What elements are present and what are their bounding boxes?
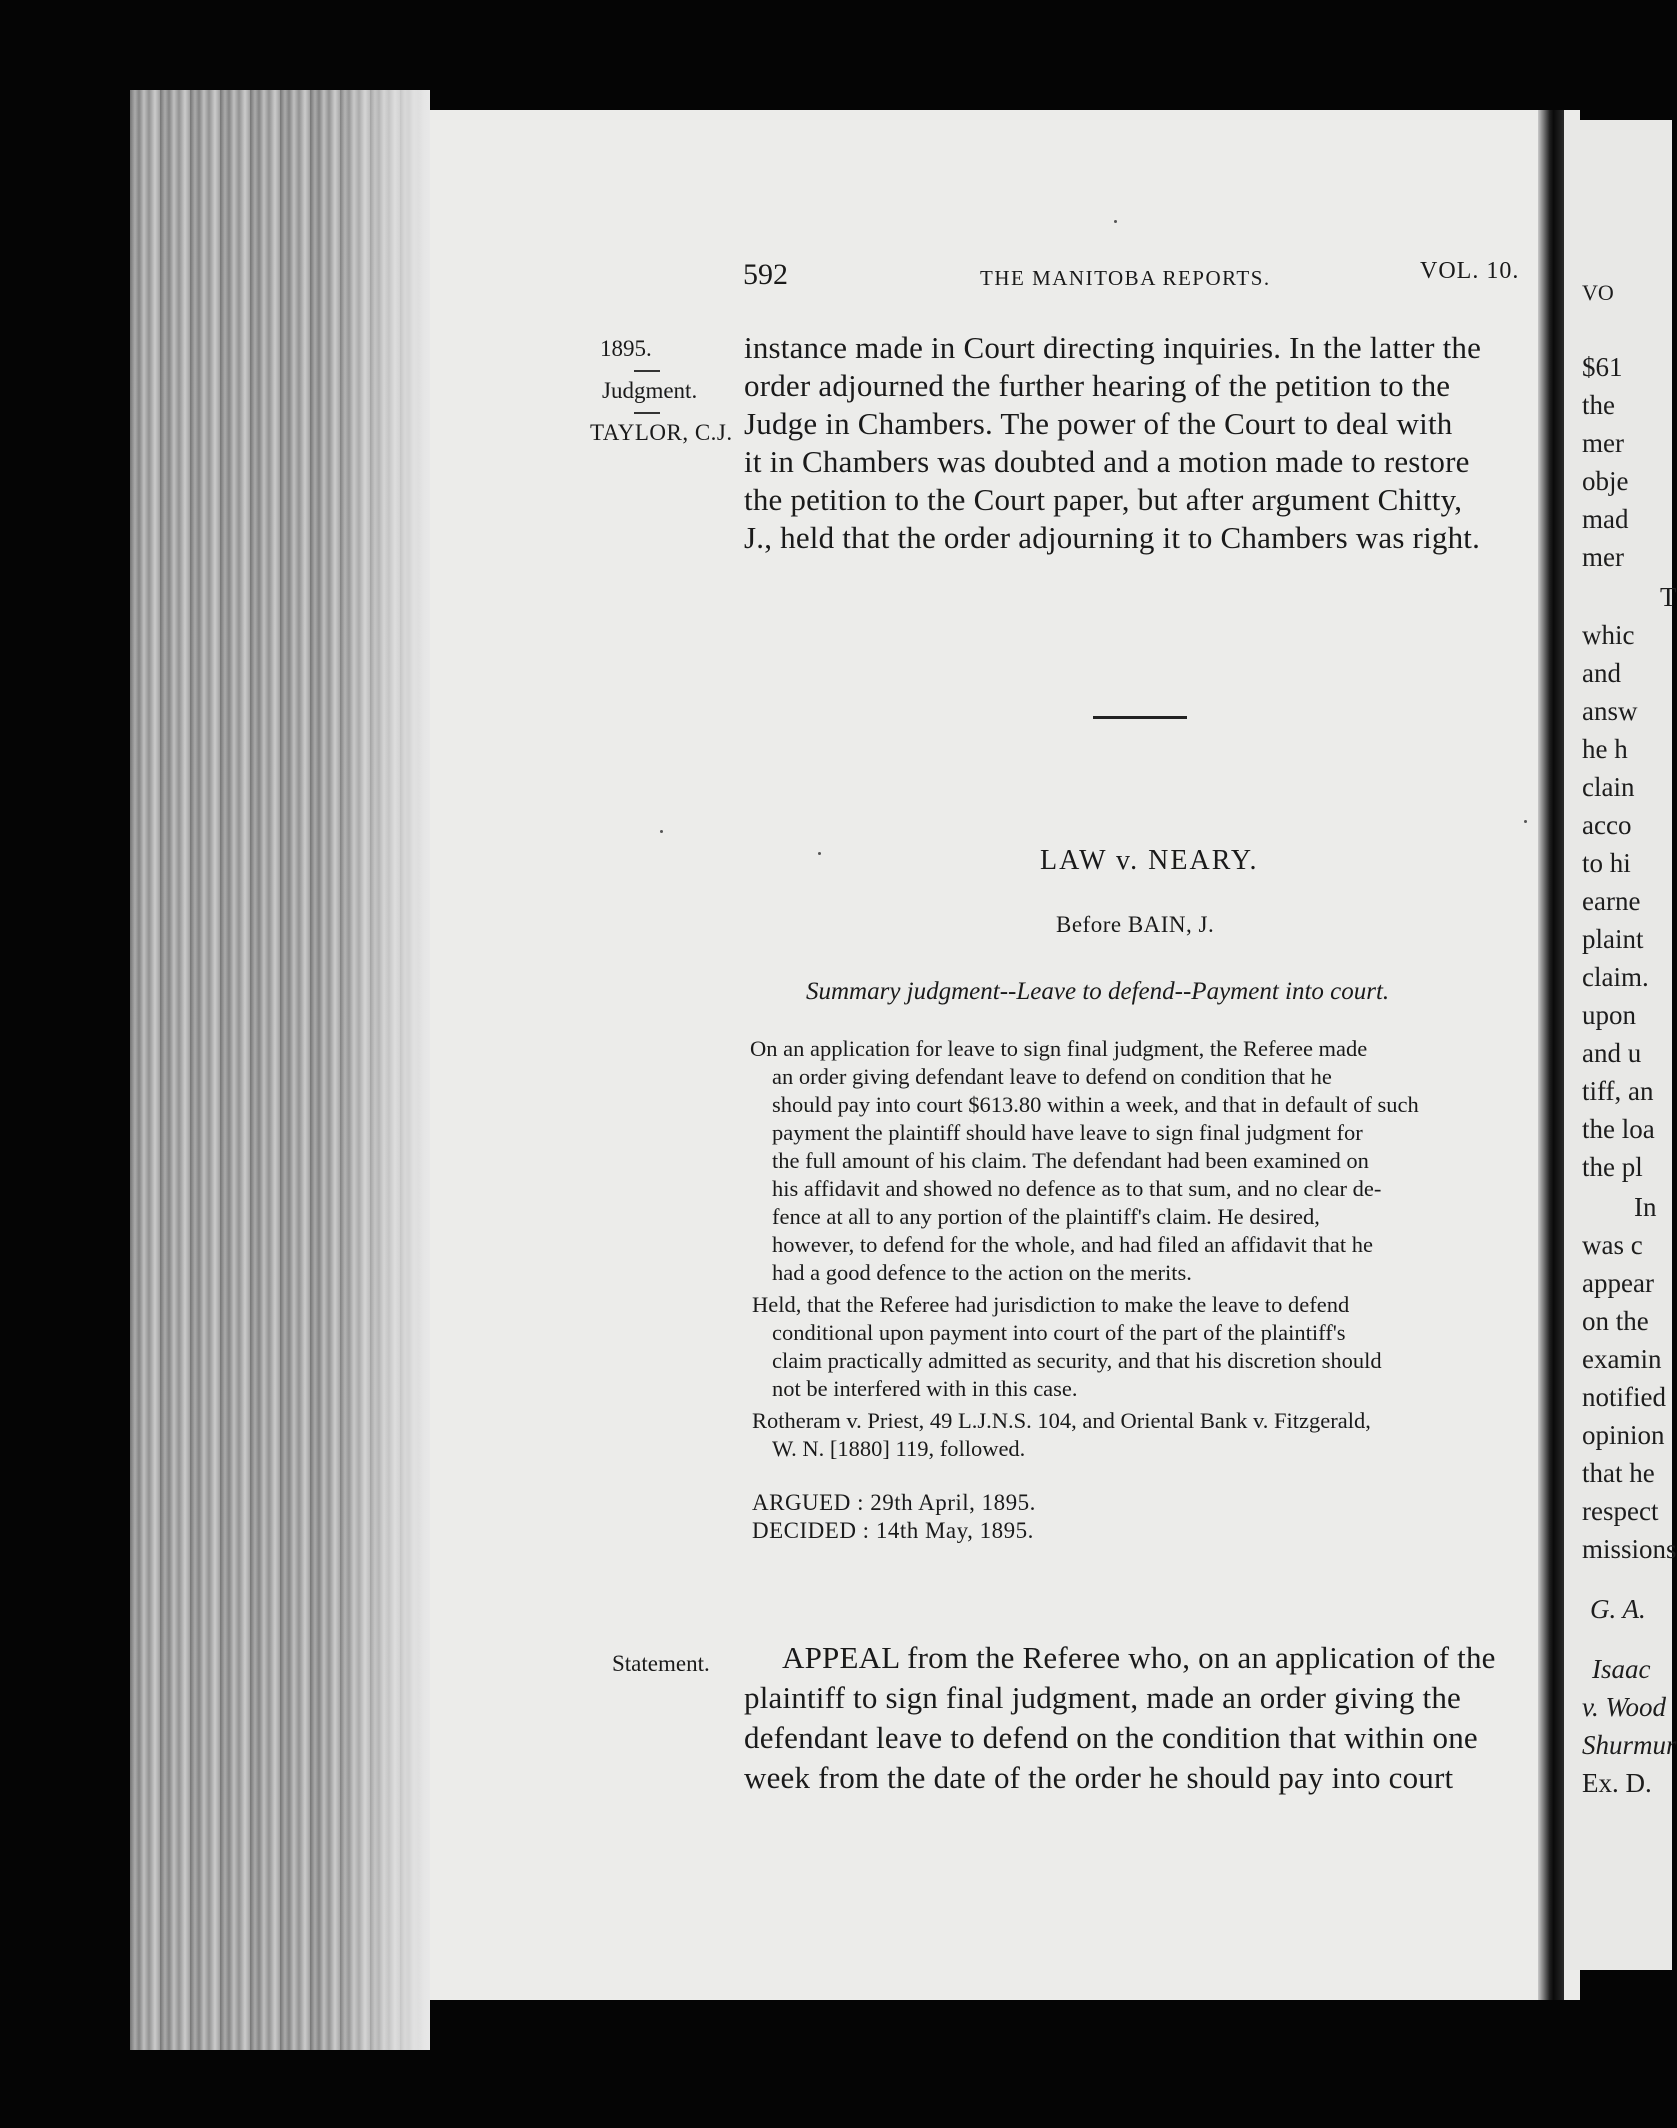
facing-fragment: Shurmur (1582, 1730, 1677, 1760)
facing-fragment: respect (1582, 1496, 1659, 1526)
case-bench: Before BAIN, J. (1056, 912, 1215, 937)
headnote-line: however, to defend for the whole, and had filed an affidavit that he (772, 1232, 1373, 1257)
facing-fragment: and u (1582, 1038, 1642, 1068)
scan-speck (818, 852, 821, 855)
statement-label: Statement. (612, 1651, 710, 1676)
paragraph-line: the petition to the Court paper, but after argument Chitty, (744, 482, 1463, 517)
statement-line: plaintiff to sign final judgment, made an order giving the (744, 1680, 1461, 1715)
held-line: conditional upon payment into court of the part of the plaintiff's (772, 1320, 1346, 1345)
facing-fragment: mer (1582, 428, 1624, 458)
facing-fragment: In (1634, 1192, 1657, 1222)
facing-fragment: examin (1582, 1344, 1662, 1374)
facing-fragment: he h (1582, 734, 1628, 764)
facing-fragment: answ (1582, 696, 1638, 726)
facing-fragment: and (1582, 658, 1621, 688)
cases-followed-line: W. N. [1880] 119, followed. (772, 1436, 1026, 1461)
journal-title: THE MANITOBA REPORTS. (980, 266, 1271, 290)
book-gutter (1538, 110, 1564, 2000)
facing-fragment: the pl (1582, 1152, 1643, 1182)
case-title: LAW v. NEARY. (1040, 845, 1259, 876)
scan-speck (1114, 220, 1117, 223)
facing-fragment: v. Wood (1582, 1692, 1666, 1722)
statement-line: APPEAL from the Referee who, on an application of the (782, 1640, 1496, 1675)
facing-fragment: notified (1582, 1382, 1666, 1412)
facing-fragment: mer (1582, 542, 1624, 572)
headnote-line: had a good defence to the action on the merits. (772, 1260, 1192, 1285)
statement-line: defendant leave to defend on the condition that within one (744, 1720, 1478, 1755)
margin-rule (634, 412, 660, 414)
facing-fragment: VO (1582, 280, 1614, 305)
headnote-line: his affidavit and showed no defence as to that sum, and no clear de- (772, 1176, 1382, 1201)
headnote-line: should pay into court $613.80 within a week, and that in default of such (772, 1092, 1419, 1117)
headnote-line: the full amount of his claim. The defendant had been examined on (772, 1148, 1369, 1173)
facing-fragment: opinion (1582, 1420, 1665, 1450)
volume-number: VOL. 10. (1420, 258, 1520, 284)
facing-fragment: clain (1582, 772, 1635, 802)
facing-fragment: acco (1582, 810, 1632, 840)
cases-followed-line: Rotheram v. Priest, 49 L.J.N.S. 104, and Oriental Bank v. Fitzgerald, (752, 1408, 1371, 1433)
facing-fragment: to hi (1582, 848, 1631, 878)
paragraph-line: J., held that the order adjourning it to Chambers was right. (744, 520, 1481, 555)
held-line: Held, that the Referee had jurisdiction to make the leave to defend (752, 1292, 1350, 1317)
facing-fragment: whic (1582, 620, 1635, 650)
facing-fragment: mad (1582, 504, 1629, 534)
headnote-line: payment the plaintiff should have leave to sign final judgment for (772, 1120, 1363, 1145)
statement-line: week from the date of the order he should pay into court (744, 1760, 1454, 1795)
page-number: 592 (743, 258, 788, 291)
headnote-line: On an application for leave to sign final judgment, the Referee made (750, 1036, 1368, 1061)
margin-year: 1895. (600, 336, 652, 361)
facing-fragment: was c (1582, 1230, 1643, 1260)
facing-fragment: T (1660, 582, 1677, 612)
paragraph-line: it in Chambers was doubted and a motion made to restore (744, 444, 1470, 479)
margin-judge: TAYLOR, C.J. (590, 420, 733, 445)
margin-rule (634, 370, 660, 372)
facing-fragment: tiff, an (1582, 1076, 1654, 1106)
facing-fragment: the loa (1582, 1114, 1655, 1144)
case-catchwords: Summary judgment--Leave to defend--Payment into court. (806, 978, 1390, 1005)
facing-fragment: missions (1582, 1534, 1677, 1564)
facing-fragment: Isaac (1592, 1654, 1651, 1684)
headnote-line: fence at all to any portion of the plaintiff's claim. He desired, (772, 1204, 1320, 1229)
section-divider (1093, 716, 1187, 719)
facing-fragment: G. A. (1590, 1594, 1646, 1624)
paragraph-line: instance made in Court directing inquiries. In the latter the (744, 330, 1482, 365)
facing-page (1564, 120, 1677, 1970)
headnote-line: an order giving defendant leave to defend on condition that he (772, 1064, 1332, 1089)
facing-fragment: on the (1582, 1306, 1649, 1336)
facing-fragment: obje (1582, 466, 1629, 496)
held-line: claim practically admitted as security, and that his discretion should (772, 1348, 1382, 1373)
page-edges-fade (330, 90, 430, 2050)
paragraph-line: order adjourned the further hearing of the petition to the (744, 368, 1451, 403)
facing-fragment: the (1582, 390, 1615, 420)
facing-fragment: claim. (1582, 962, 1649, 992)
facing-fragment: $61 (1582, 352, 1623, 382)
facing-fragment: that he (1582, 1458, 1655, 1488)
held-line: not be interfered with in this case. (772, 1376, 1078, 1401)
paragraph-line: Judge in Chambers. The power of the Court to deal with (744, 406, 1453, 441)
facing-fragment: appear (1582, 1268, 1654, 1298)
scan-speck (1524, 820, 1527, 823)
date-decided: DECIDED : 14th May, 1895. (752, 1518, 1034, 1543)
facing-fragment: earne (1582, 886, 1641, 916)
margin-section: Judgment. (602, 378, 698, 403)
facing-fragment: plaint (1582, 924, 1644, 954)
scan-speck (660, 830, 663, 833)
date-argued: ARGUED : 29th April, 1895. (752, 1490, 1036, 1515)
facing-fragment: upon (1582, 1000, 1636, 1030)
facing-fragment: Ex. D. (1582, 1768, 1652, 1798)
